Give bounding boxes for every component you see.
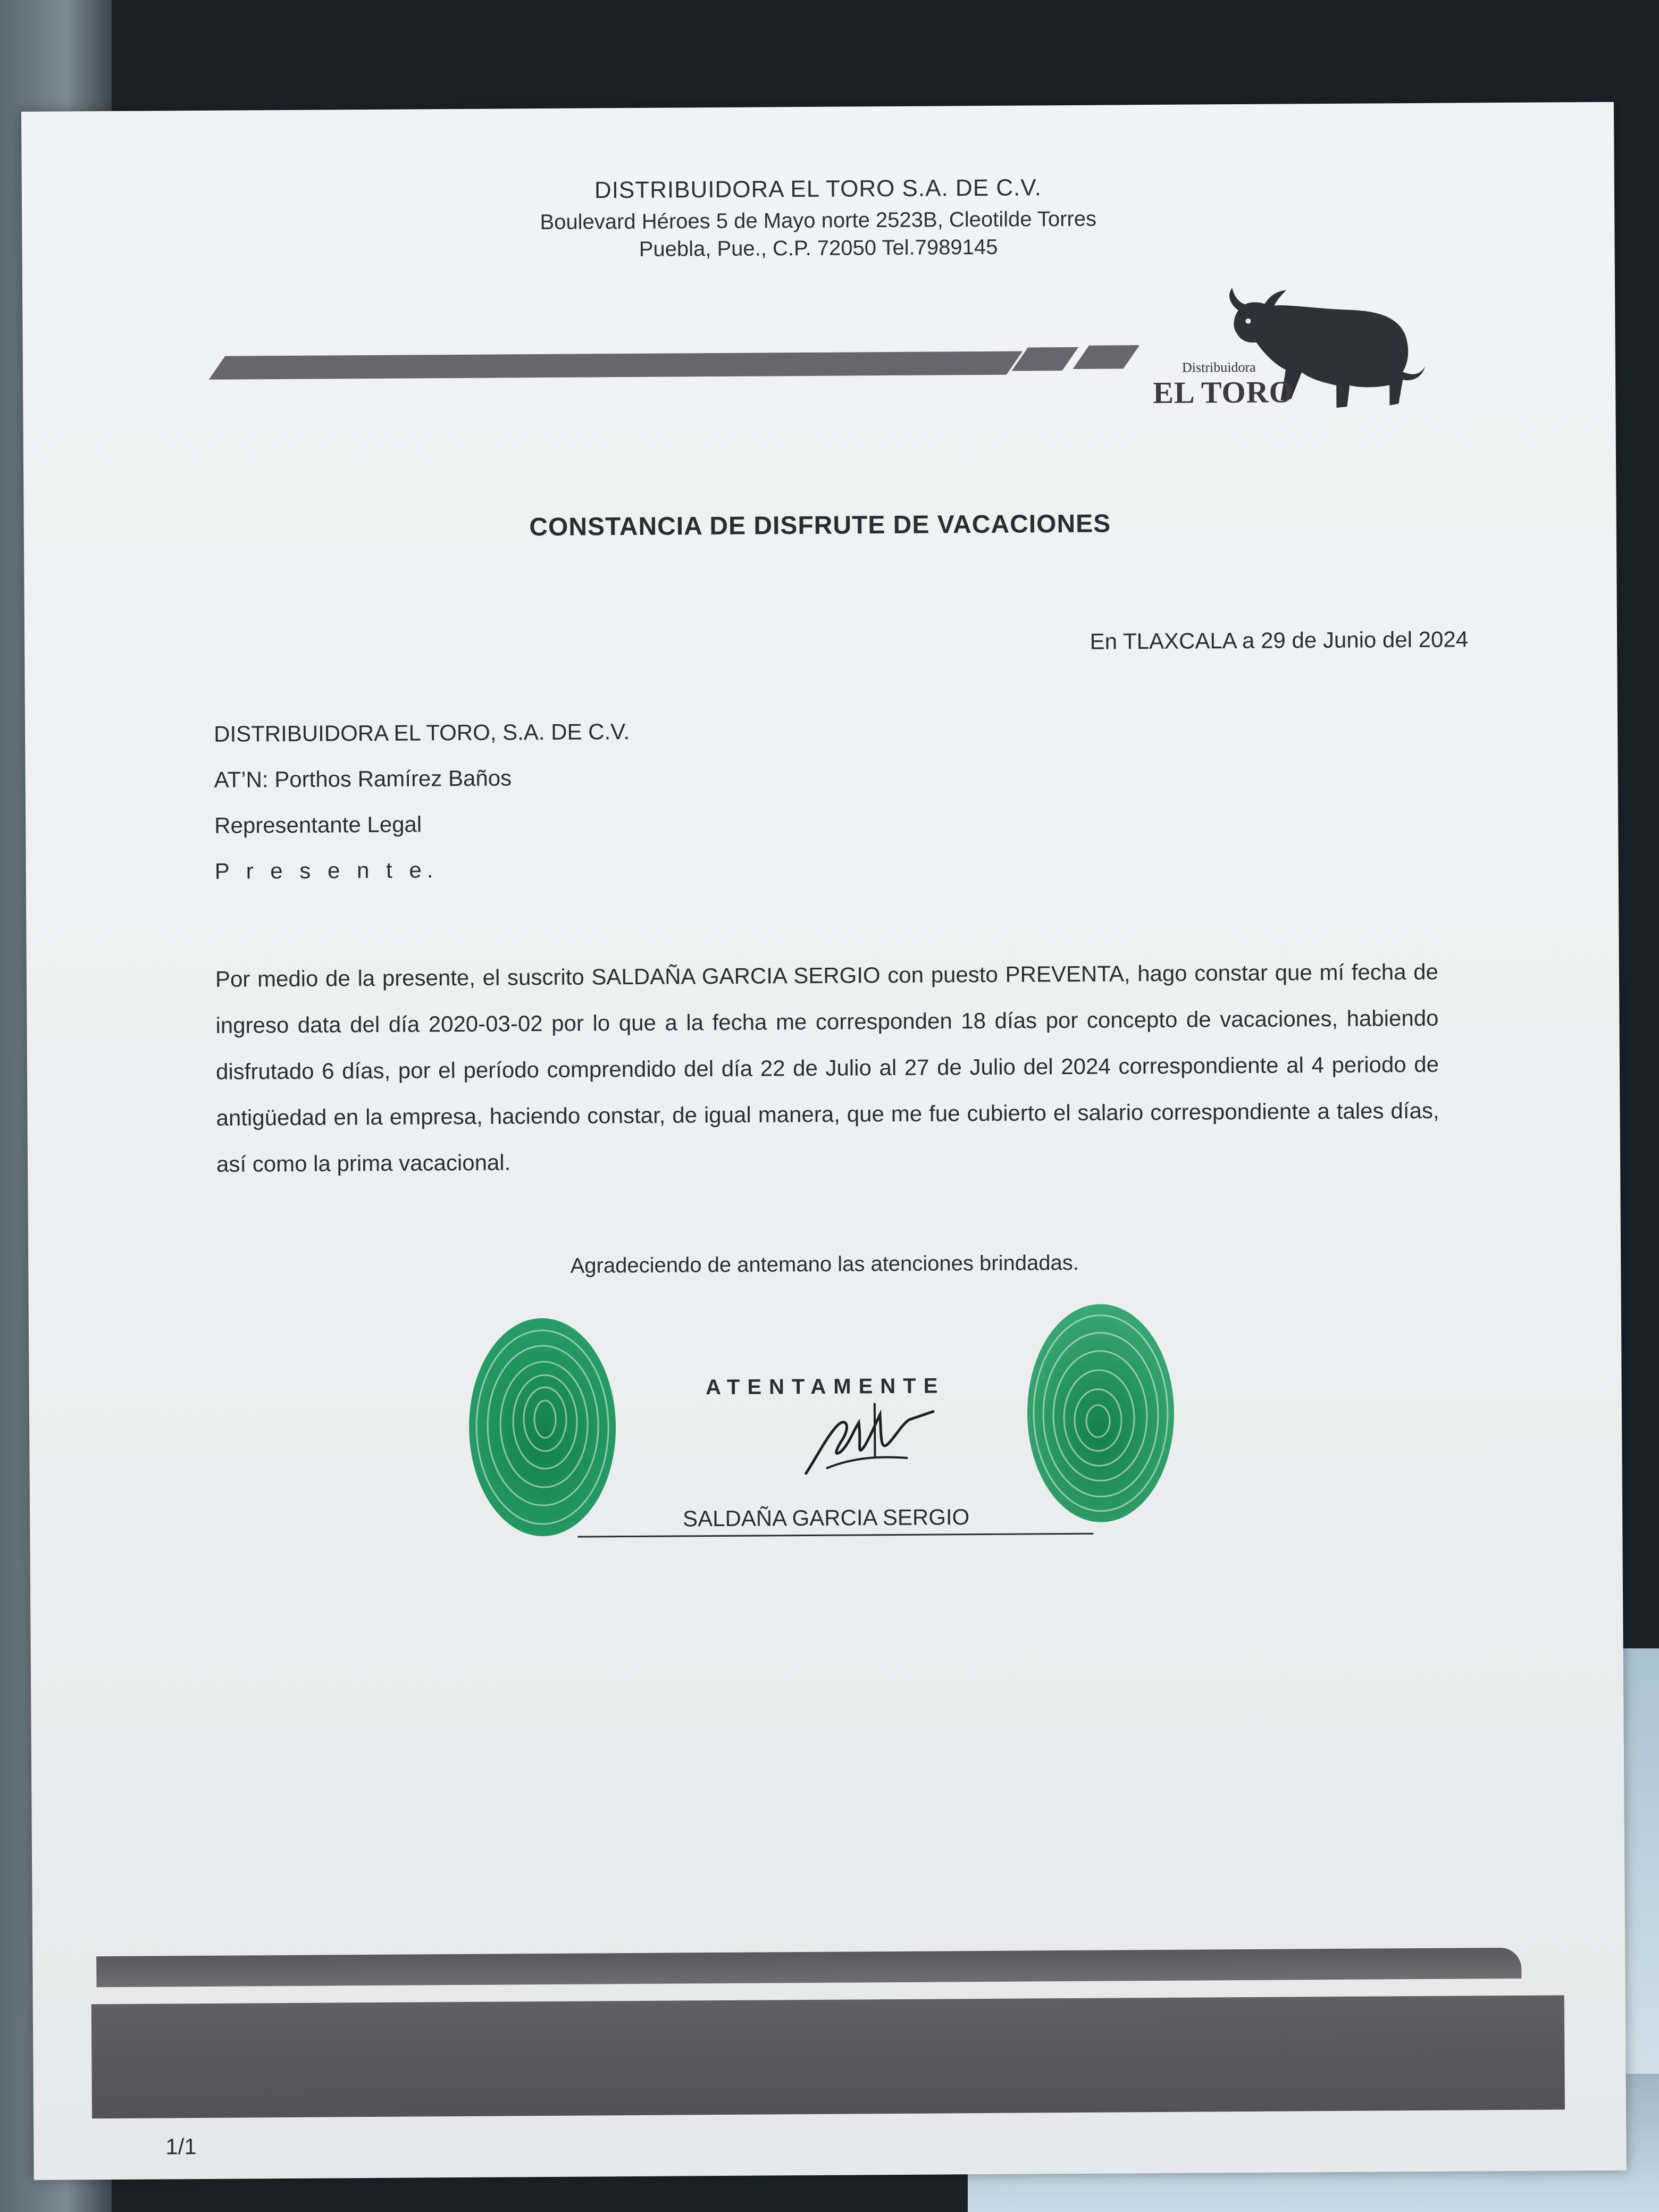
fingerprint-right-icon [1023,1298,1179,1528]
address-line-1: Boulevard Héroes 5 de Mayo norte 2523B, Cleotilde Torres [540,207,1097,234]
signature-line [577,1533,1093,1538]
addressee-greeting: P r e s e n t e. [214,857,439,884]
addressee-company: DISTRIBUIDORA EL TORO, S.A. DE C.V. [214,719,630,747]
addressee-attention: AT’N: Porthos Ramírez Baños [214,765,512,792]
footer-decorative-band [91,1995,1565,2118]
header-decorative-bar [209,351,1023,380]
header-decorative-chip [1073,345,1140,369]
addressee-block [214,709,631,894]
address-line-2: Puebla, Pue., C.P. 72050 Tel.7989145 [639,235,998,261]
logo-title: EL TORO [1153,374,1294,410]
document-title: CONSTANCIA DE DISFRUTE DE VACACIONES [529,509,1111,542]
signer-name: SALDAÑA GARCIA SERGIO [682,1504,970,1531]
addressee-role: Representante Legal [214,811,422,838]
company-logo [1131,279,1430,418]
logo-small-text: Distribuidora [1182,359,1256,375]
document-page [21,102,1627,2180]
closing-atentamente: ATENTAMENTE [705,1374,945,1400]
body-paragraph: Por medio de la presente, el suscrito SALDAÑA GARCIA SERGIO con puesto PREVENTA, hago constar que mí fecha de ingreso data del día 2020-03-02 por lo que a la fecha me corresponden 18 días por concepto de vacaciones, habiendo disfrutado 6 días, por el período comprendido del día 22 de Julio al 27 de Julio del 2024 correspondiente al 4 periodo de antigüedad en la empresa, haciendo constar, de igual manera, que me fue cubierto el salario correspondiente a tales días, así como la prima vacacional. [215,959,1439,1177]
date-line: En TLAXCALA a 29 de Junio del 2024 [1090,626,1469,654]
page-number: 1/1 [165,2134,197,2159]
closing-thanks: Agradeciendo de antemano las atenciones brindadas. [570,1251,1079,1278]
handwritten-signature [795,1393,955,1484]
footer-decorative-bar [96,1948,1521,1987]
letterhead [22,171,1615,267]
company-name: DISTRIBUIDORA EL TORO S.A. DE C.V. [594,174,1042,204]
